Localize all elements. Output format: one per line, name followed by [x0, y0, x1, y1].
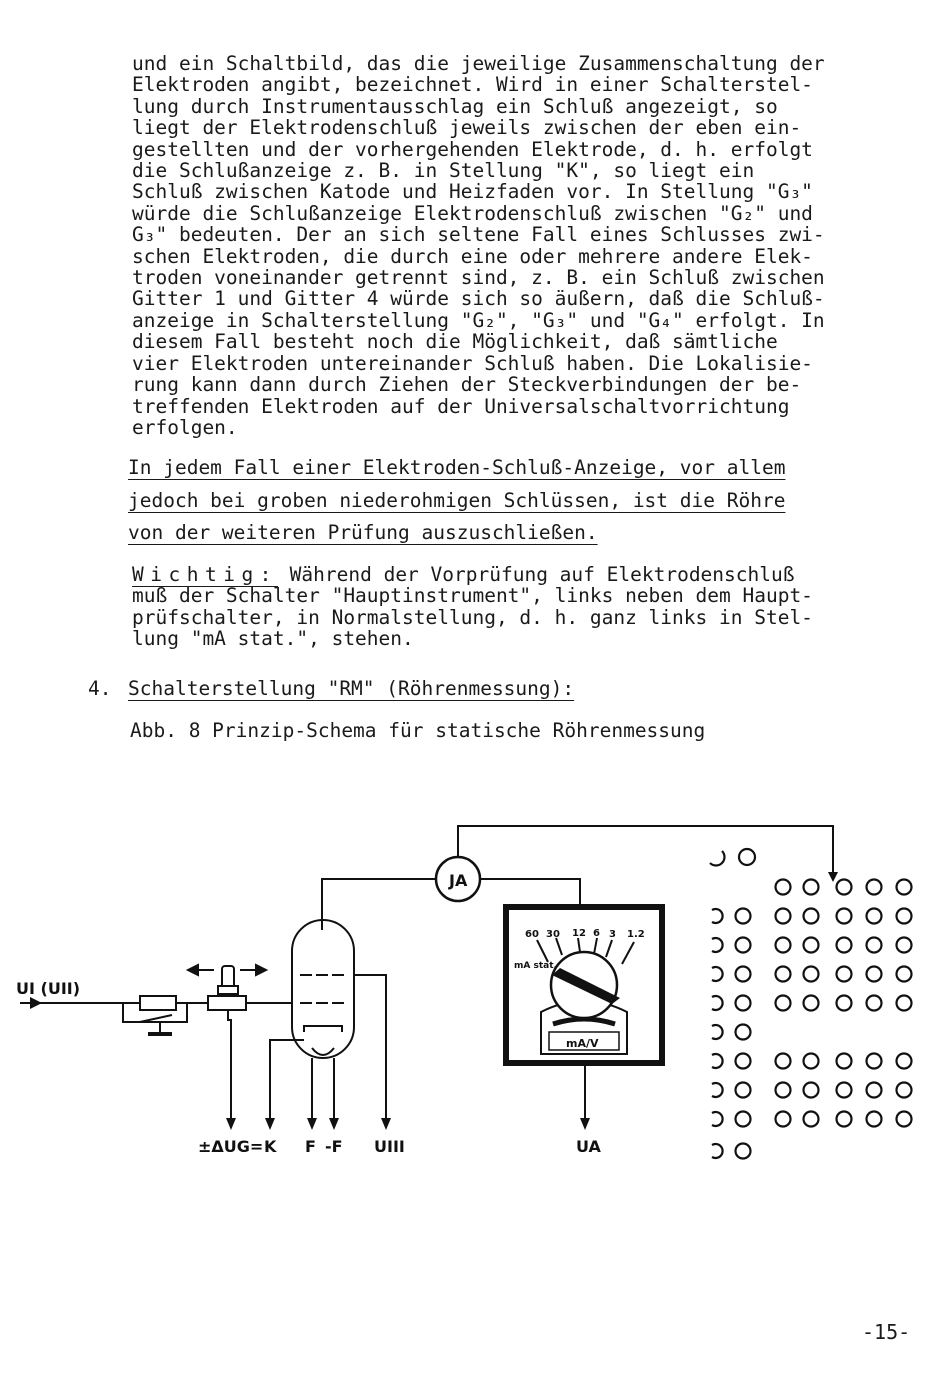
page-number: -15- — [862, 1320, 911, 1344]
text-line: rung kann dann durch Ziehen der Steckverbindungen der be- — [132, 373, 802, 397]
bottom-label: UIII — [374, 1137, 405, 1156]
text-line: jedoch bei groben niederohmigen Schlüssen, ist die Röhre — [128, 488, 786, 512]
important-first-line: Während der Vorprüfung auf Elektrodenschluß — [277, 563, 795, 586]
ammeter-label: JA — [449, 871, 468, 890]
figure-caption: Abb. 8 Prinzip-Schema für statische Röhrenmessung — [130, 719, 706, 742]
text-line: G₃" bedeuten. Der an sich seltene Fall eines Schlusses zwi- — [132, 223, 825, 247]
text-line: Schluß zwischen Katode und Heizfaden vor. In Stellung "G₃" — [132, 180, 813, 204]
text-line: erfolgen. — [132, 415, 238, 439]
text-line: die Schlußanzeige z. B. in Stellung "K", so liegt ein — [132, 159, 755, 183]
meter-stat-label: mA stat. — [514, 961, 557, 971]
text-line: und ein Schaltbild, das die jeweilige Zusammenschaltung der — [132, 52, 825, 75]
section-number: 4. — [88, 677, 112, 700]
text-line: gestellten und der vorhergehenden Elektrode, d. h. erfolgt — [132, 137, 813, 161]
text-line: Gitter 1 und Gitter 4 würde sich so äußern, daß die Schluß- — [132, 287, 825, 311]
meter-scale-label: 12 — [572, 928, 586, 939]
text-line: Elektroden angibt, bezeichnet. Wird in einer Schalterstel- — [132, 73, 813, 97]
meter-scale-label: 3 — [609, 929, 616, 940]
important-label: Wichtig: — [132, 563, 278, 586]
text-line: vier Elektroden untereinander Schluß haben. Die Lokalisie- — [132, 351, 813, 375]
text-line: anzeige in Schalterstellung "G₂", "G₃" und "G₄" erfolgt. In — [132, 308, 825, 332]
bottom-label: ±ΔUG= — [198, 1137, 264, 1156]
text-line: In jedem Fall einer Elektroden-Schluß-Anzeige, vor allem — [128, 456, 786, 479]
text-line: würde die Schlußanzeige Elektrodenschluß zwischen "G₂" und — [132, 201, 813, 225]
text-line: schen Elektroden, die durch eine oder mehrere andere Elek- — [132, 244, 813, 268]
meter-scale-label: 30 — [546, 929, 560, 940]
socket-pin-grid — [710, 849, 912, 1159]
bottom-label: F — [305, 1137, 316, 1156]
text-line: lung "mA stat.", stehen. — [132, 627, 414, 651]
ua-label: UA — [576, 1137, 601, 1156]
text-line: treffenden Elektroden auf der Universalschaltvorrichtung — [132, 394, 790, 418]
meter-scale-label: 1.2 — [627, 929, 645, 940]
input-label: UI (UII) — [16, 979, 81, 998]
text-line: prüfschalter, in Normalstellung, d. h. ganz links in Stel- — [132, 605, 813, 629]
bottom-label: -F — [325, 1137, 343, 1156]
text-line: von der weiteren Prüfung auszuschließen. — [128, 521, 598, 544]
text-line: troden voneinander getrennt sind, z. B. ein Schluß zwischen — [132, 266, 825, 290]
bottom-label: K — [264, 1137, 277, 1156]
meter-scale-label: 6 — [593, 928, 600, 939]
section-title: Schalterstellung "RM" (Röhrenmessung): — [128, 677, 575, 700]
text-line: liegt der Elektrodenschluß jeweils zwischen der eben ein- — [132, 116, 802, 140]
meter-scale-label: 60 — [525, 929, 539, 940]
meter-unit-label: mA/V — [566, 1037, 599, 1050]
text-line: diesem Fall besteht noch die Möglichkeit, daß sämtliche — [132, 330, 778, 354]
text-line: muß der Schalter "Hauptinstrument", links neben dem Haupt- — [132, 584, 813, 608]
text-line: lung durch Instrumentausschlag ein Schluß angezeigt, so — [132, 94, 778, 118]
